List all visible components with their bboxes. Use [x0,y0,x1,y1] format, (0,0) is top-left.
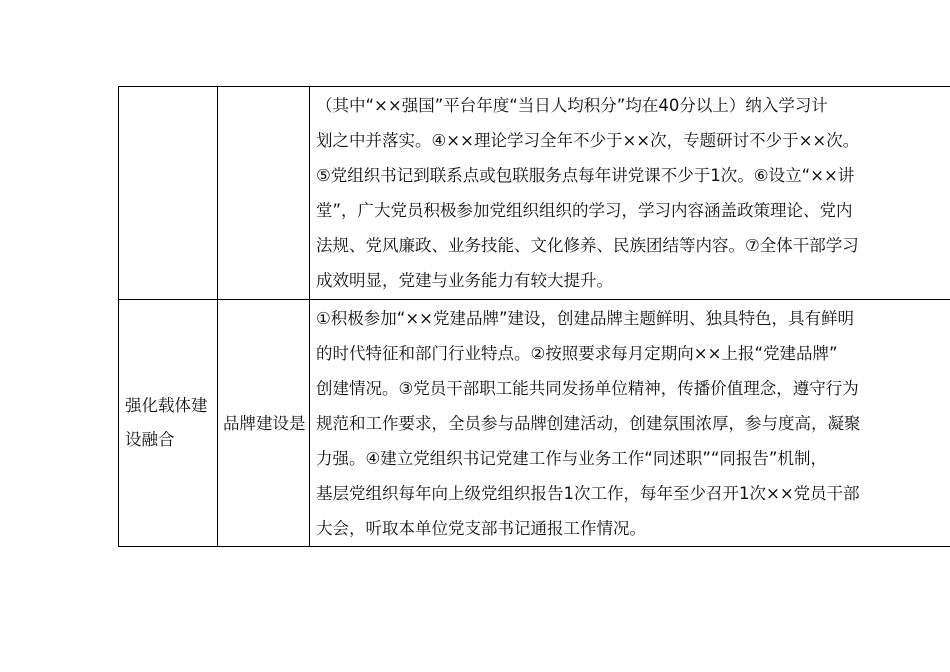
criteria-line: 规范和工作要求，全员参与品牌创建活动，创建氛围浓厚，参与度高，凝聚 [316,413,861,433]
criteria-cell [310,300,950,547]
criteria-line: （其中“××强国”平台年度“当日人均积分”均在40分以上）纳入学习计 [316,96,828,115]
assessment-table [118,86,950,547]
criteria-line: 法规、党风廉政、业务技能、文化修养、民族团结等内容。⑦全体干部学习 [316,236,859,255]
criteria-line: 成效明显，党建与业务能力有较大提升。 [316,271,613,290]
criteria-line: ①积极参加“××党建品牌”建设，创建品牌主题鲜明、独具特色，具有鲜明 [316,308,855,328]
criteria-line: 大会，听取本单位党支部书记通报工作情况。 [316,518,646,538]
criteria-line: 划之中并落实。④××理论学习全年不少于××次，专题研讨不少于××次。 [316,131,860,150]
criteria-line: ⑤党组织书记到联系点或包联服务点每年讲党课不少于1次。⑥设立“××讲 [316,166,855,185]
criteria-line: 力强。④建立党组织书记党建工作与业务工作“同述职”“同报告”机制， [316,448,827,468]
criteria-line: 基层党组织每年向上级党组织报告1次工作，每年至少召开1次××党员干部 [316,483,860,503]
criteria-line: 堂”，广大党员积极参加党组织组织的学习，学习内容涵盖政策理论、党内 [316,201,853,220]
item-cell [218,87,310,300]
table-row [119,87,950,300]
criteria-cell [310,87,950,300]
criteria-line: 的时代特征和部门行业特点。②按照要求每月定期向××上报“党建品牌” [316,343,838,363]
category-cell: 强化载体建设融合 [119,300,218,547]
category-cell [119,87,218,300]
table-row [119,300,950,547]
item-cell: 品牌建设是 [218,300,310,547]
criteria-line: 创建情况。③党员干部职工能共同发扬单位精神，传播价值理念，遵守行为 [316,378,859,398]
